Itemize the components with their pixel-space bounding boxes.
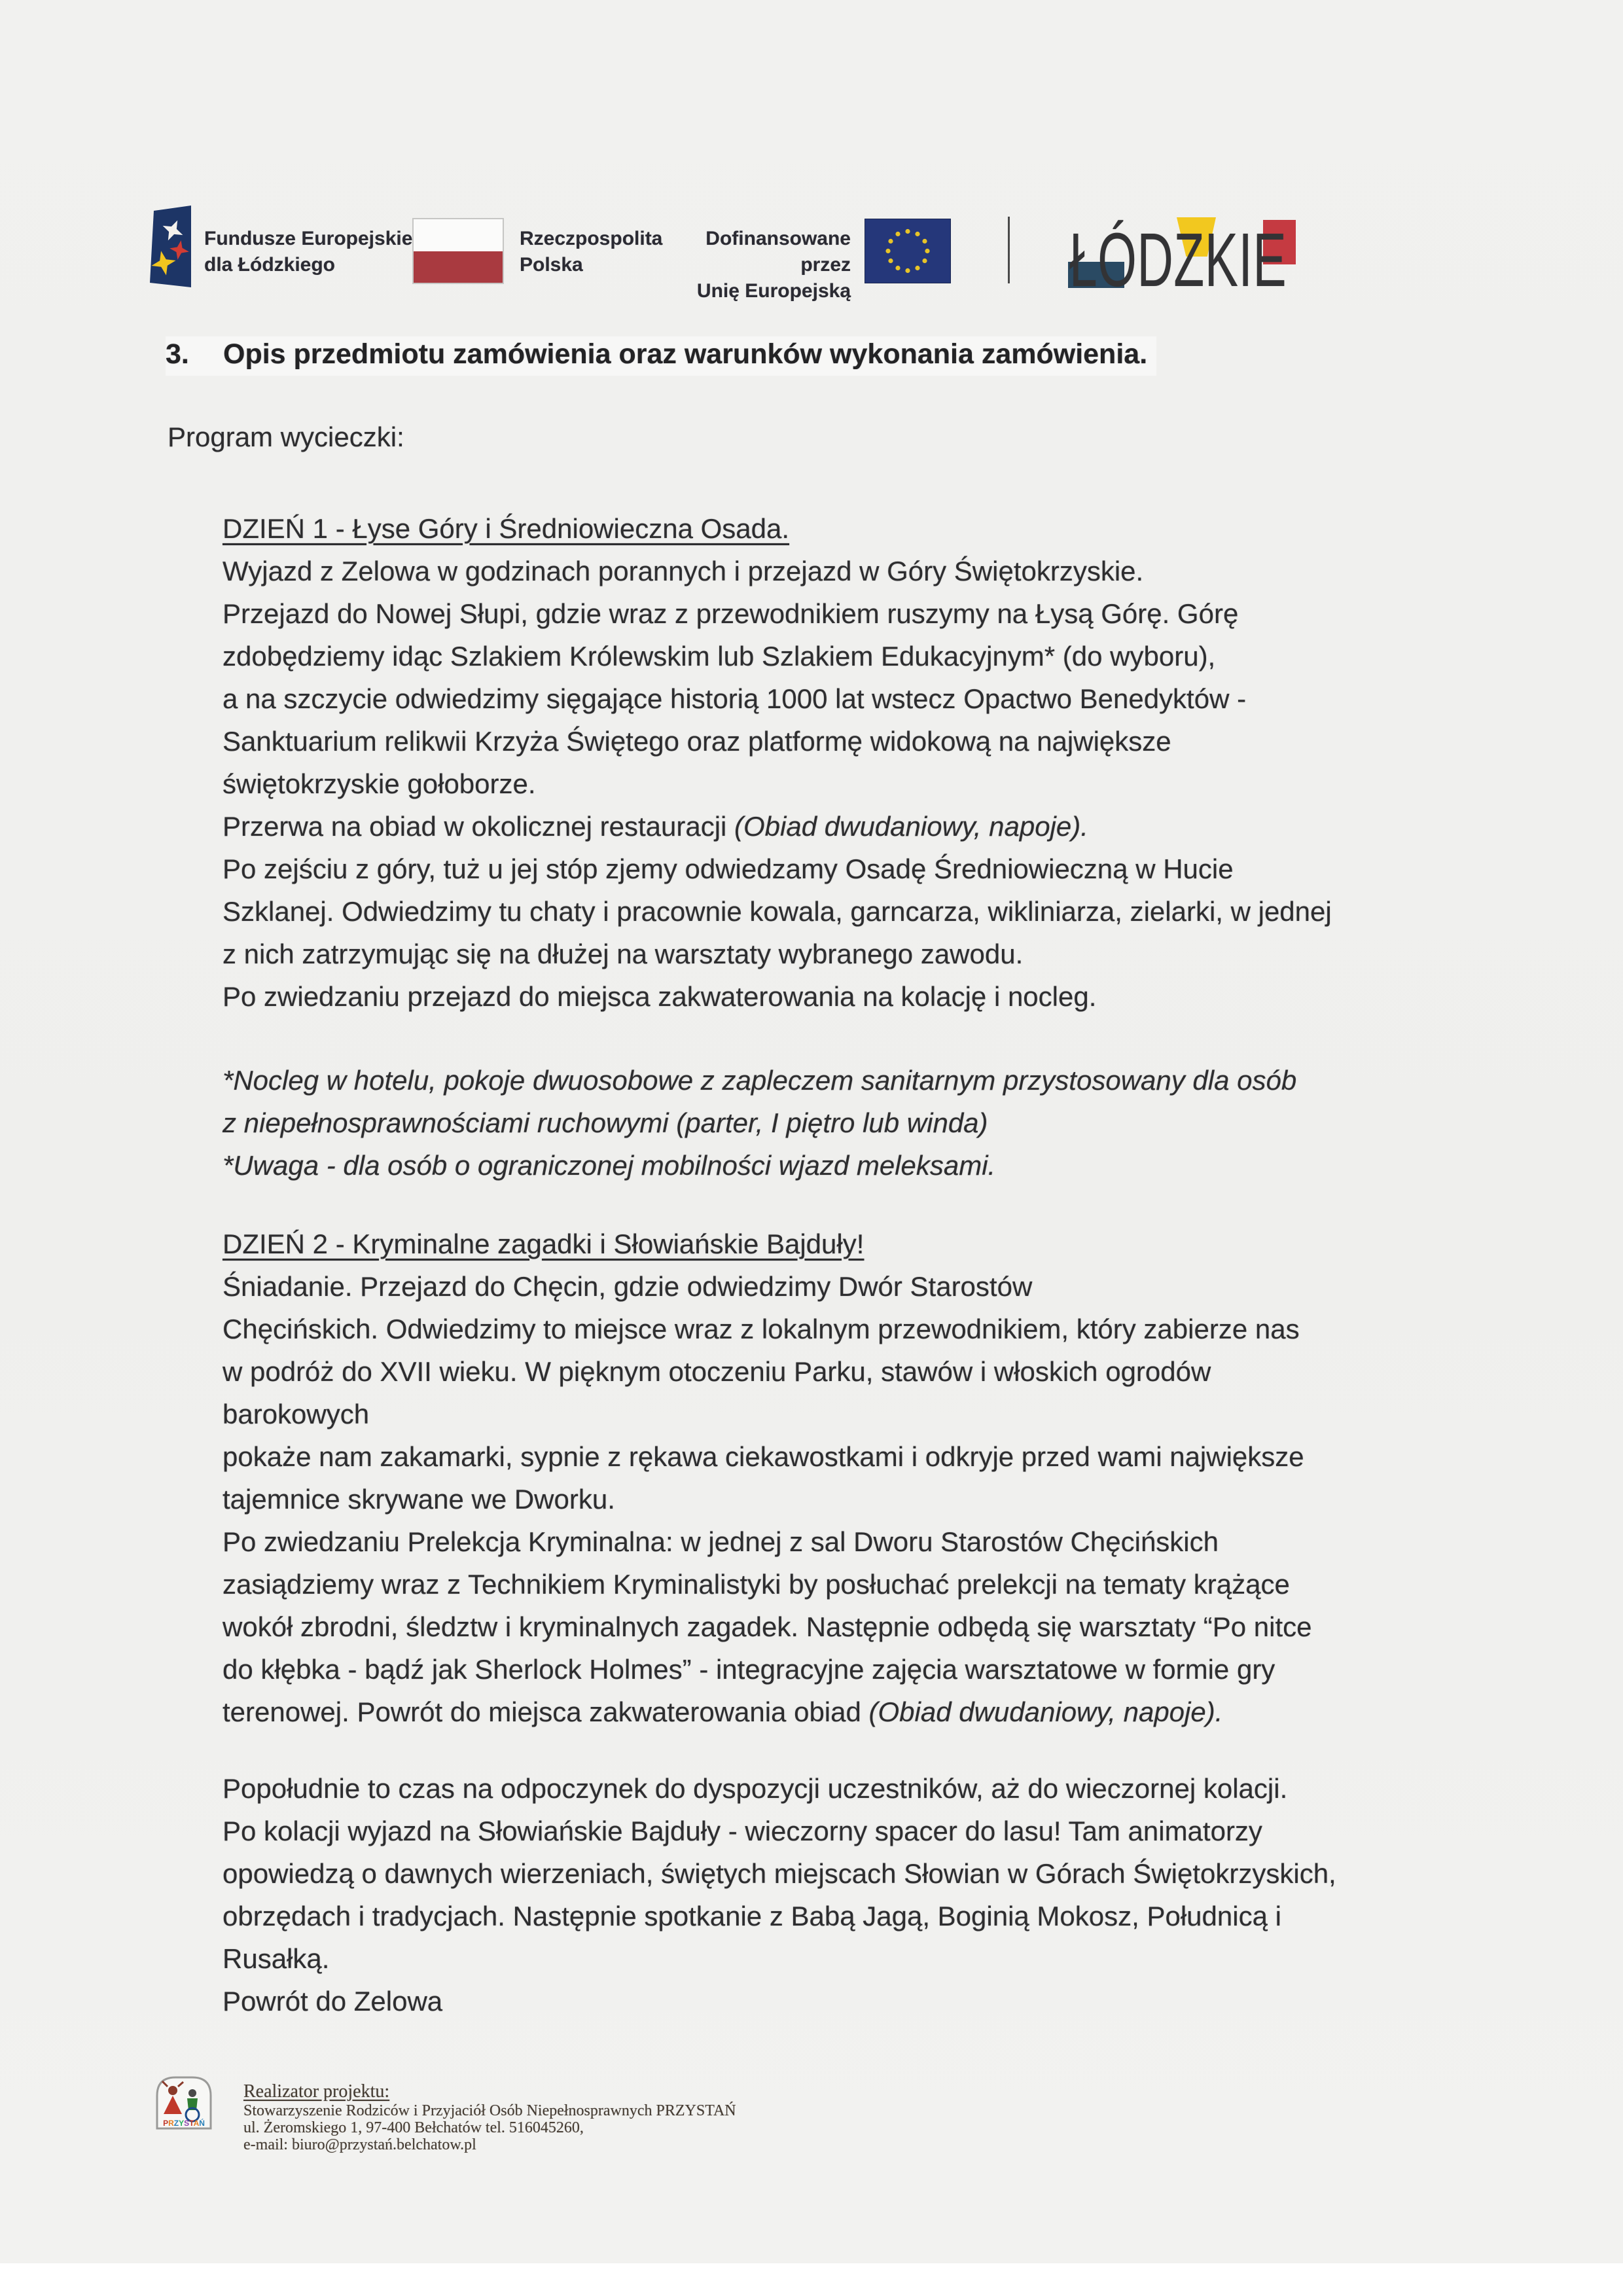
text-line: Rusałką. bbox=[223, 1943, 330, 1974]
intro-line: Program wycieczki: bbox=[168, 422, 404, 452]
text-line: z niepełnosprawnościami ruchowymi (parter, I piętro lub winda) bbox=[223, 1107, 988, 1138]
text-line: Po zwiedzaniu przejazd do miejsca zakwaterowania na kolację i nocleg. bbox=[223, 981, 1097, 1012]
text-line: opowiedzą o dawnych wierzeniach, świętych miejscach Słowian w Górach Świętokrzyskich, bbox=[223, 1858, 1336, 1889]
footer-organization: Stowarzyszenie Rodziców i Przyjaciół Osób Niepełnosprawnych PRZYSTAŃ bbox=[243, 2102, 736, 2119]
eu-funding-label-line2: Unię Europejską bbox=[696, 280, 851, 302]
text-line: tajemnice skrywane we Dworku. bbox=[223, 1484, 615, 1515]
eu-funding-label-line1: Dofinansowane przez bbox=[705, 228, 851, 276]
fundusze-europejskie-label-line1: Fundusze Europejskie bbox=[204, 228, 413, 249]
text-block-afternoon bbox=[223, 1767, 1544, 2022]
text-line: barokowych bbox=[223, 1399, 370, 1429]
text-line: DZIEŃ 2 - Kryminalne zagadki i Słowiańskie Bajduły! bbox=[223, 1229, 865, 1259]
footer-address: ul. Żeromskiego 1, 97-400 Bełchatów tel. 516045260, bbox=[243, 2119, 584, 2136]
text-line: do kłębka - bądź jak Sherlock Holmes” - integracyjne zajęcia warsztatowe w formie gry bbox=[223, 1654, 1275, 1685]
lodzkie-logo-text: ŁÓDZKIE bbox=[1069, 217, 1287, 302]
text-line: DZIEŃ 1 - Łyse Góry i Średniowieczna Osada. bbox=[223, 513, 790, 544]
text-line: obrzędach i tradycjach. Następnie spotkanie z Babą Jagą, Boginią Mokosz, Południcą i bbox=[223, 1901, 1281, 1931]
polska-label-line2: Polska bbox=[520, 254, 583, 276]
text-line: zdobędziemy idąc Szlakiem Królewskim lub Szlakiem Edukacyjnym* (do wyboru), bbox=[223, 641, 1216, 672]
text-block-day1 bbox=[223, 507, 1544, 1018]
przystan-logo-icon bbox=[152, 2073, 216, 2130]
poland-flag-icon bbox=[412, 218, 504, 284]
text-line: Przejazd do Nowej Słupi, gdzie wraz z przewodnikiem ruszymy na Łysą Górę. Górę bbox=[223, 598, 1239, 629]
text-line: Popołudnie to czas na odpoczynek do dyspozycji uczestników, aż do wieczornej kolacji. bbox=[223, 1773, 1288, 1804]
text-line: Szklanej. Odwiedzimy tu chaty i pracownie kowala, garncarza, wikliniarza, zielarki, w jednej bbox=[223, 896, 1332, 927]
eu-flag-icon bbox=[865, 219, 951, 283]
text-line: z nich zatrzymując się na dłużej na warsztaty wybranego zawodu. bbox=[223, 939, 1024, 969]
text-line: wokół zbrodni, śledztw i kryminalnych zagadek. Następnie odbędą się warsztaty “Po nitce bbox=[223, 1611, 1312, 1642]
fundusze-europejskie-label-line2: dla Łódzkiego bbox=[204, 254, 336, 276]
lodzkie-logo bbox=[1064, 215, 1326, 302]
rzeczpospolita-polska-label bbox=[520, 226, 662, 278]
page-title-text: Opis przedmiotu zamówienia oraz warunków wykonania zamówienia. bbox=[223, 338, 1148, 370]
footer-realizator-label: Realizator projektu: bbox=[243, 2081, 390, 2102]
page-title bbox=[166, 336, 1156, 376]
text-line: pokaże nam zakamarki, sypnie z rękawa ciekawostkami i odkryje przed wami największe bbox=[223, 1441, 1304, 1472]
przystan-logo-text: PRZYSTAŃ bbox=[163, 2119, 205, 2128]
rzeczpospolita-label-line1: Rzeczpospolita bbox=[520, 228, 663, 249]
header-separator-line bbox=[1008, 217, 1010, 283]
text-line: Sanktuarium relikwii Krzyża Świętego oraz platformę widokową na największe bbox=[223, 726, 1171, 757]
text-line: terenowej. Powrót do miejsca zakwaterowania obiad (Obiad dwudaniowy, napoje). bbox=[223, 1696, 1223, 1727]
text-line: Po kolacji wyjazd na Słowiańskie Bajduły - wieczorny spacer do lasu! Tam animatorzy bbox=[223, 1816, 1262, 1846]
text-block-note bbox=[223, 1059, 1544, 1187]
text-line: świętokrzyskie gołoborze. bbox=[223, 768, 536, 799]
text-line: zasiądziemy wraz z Technikiem Kryminalistyki by posłuchać prelekcji na tematy krążące bbox=[223, 1569, 1290, 1600]
fundusze-europejskie-label bbox=[204, 226, 412, 278]
text-line: Śniadanie. Przejazd do Chęcin, gdzie odwiedzimy Dwór Starostów bbox=[223, 1271, 1033, 1302]
footer-email: e-mail: biuro@przystań.belchatow.pl bbox=[243, 2136, 476, 2153]
text-line: Po zejściu z góry, tuż u jej stóp zjemy odwiedzamy Osadę Średniowieczną w Hucie bbox=[223, 853, 1234, 884]
text-line: w podróż do XVII wieku. W pięknym otoczeniu Parku, stawów i włoskich ogrodów bbox=[223, 1356, 1211, 1387]
text-line: Wyjazd z Zelowa w godzinach porannych i przejazd w Góry Świętokrzyskie. bbox=[223, 556, 1144, 586]
text-line: Chęcińskich. Odwiedzimy to miejsce wraz z lokalnym przewodnikiem, który zabierze nas bbox=[223, 1314, 1300, 1344]
text-line: *Nocleg w hotelu, pokoje dwuosobowe z zapleczem sanitarnym przystosowany dla osób bbox=[223, 1065, 1297, 1096]
text-line: Przerwa na obiad w okolicznej restauracji (Obiad dwudaniowy, napoje). bbox=[223, 811, 1088, 842]
text-line: Po zwiedzaniu Prelekcja Kryminalna: w jednej z sal Dworu Starostów Chęcińskich bbox=[223, 1526, 1219, 1557]
eu-funding-label bbox=[654, 226, 851, 304]
text-line: Powrót do Zelowa bbox=[223, 1986, 443, 2017]
text-line: a na szczycie odwiedzimy sięgające historią 1000 lat wstecz Opactwo Benedyktów - bbox=[223, 683, 1247, 714]
page-title-number: 3. bbox=[166, 338, 189, 370]
poland-flag-red-stripe bbox=[414, 251, 503, 283]
text-block-day2 bbox=[223, 1223, 1544, 1733]
text-line: *Uwaga - dla osób o ograniczonej mobilności wjazd meleksami. bbox=[223, 1150, 996, 1181]
fundusze-europejskie-flag-icon bbox=[148, 204, 192, 289]
